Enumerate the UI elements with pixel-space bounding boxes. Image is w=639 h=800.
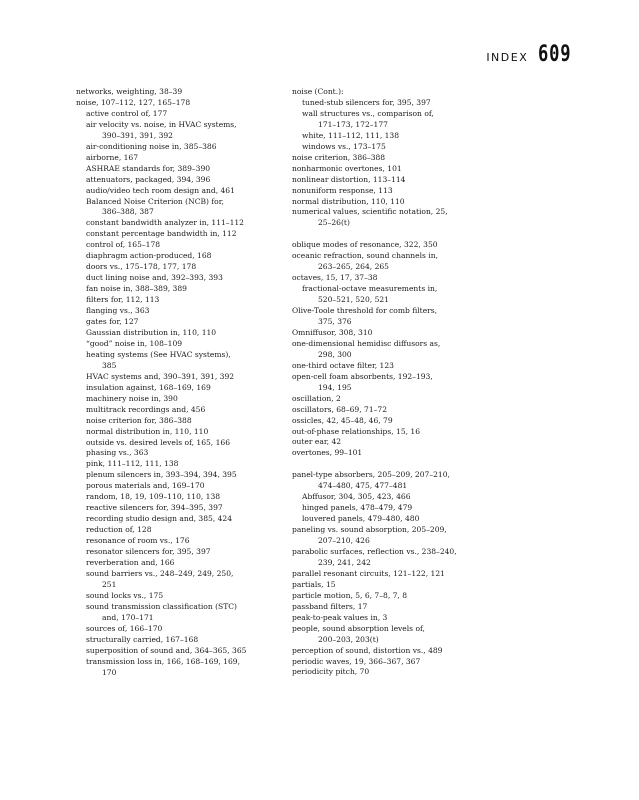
index-subentry: air velocity vs. noise, in HVAC systems, bbox=[86, 119, 237, 129]
running-head-title: INDEX bbox=[486, 51, 529, 64]
index-subentry: doors vs., 175–178, 177, 178 bbox=[86, 262, 197, 272]
index-entry: ossicles, 42, 45–48, 46, 79 bbox=[292, 415, 393, 425]
index-continuation: 390–391, 391, 392 bbox=[102, 130, 173, 140]
index-subentry: sources of, 166–170 bbox=[86, 623, 163, 633]
index-subentry: “good” noise in, 108–109 bbox=[86, 338, 183, 348]
index-subentry: filters for, 112, 113 bbox=[86, 295, 160, 305]
index-entry: one-third octave filter, 123 bbox=[292, 360, 394, 370]
index-subentry: audio/video tech room design and, 461 bbox=[86, 185, 235, 195]
index-subentry: windows vs., 173–175 bbox=[302, 141, 386, 151]
index-continuation: 263–265, 264, 265 bbox=[318, 262, 389, 272]
index-entry: parallel resonant circuits, 121–122, 121 bbox=[292, 568, 445, 578]
index-entry: peak-to-peak values in, 3 bbox=[292, 612, 388, 622]
index-subentry: HVAC systems and, 390–391, 391, 392 bbox=[86, 371, 235, 381]
index-continuation: 170 bbox=[102, 667, 117, 677]
index-entry: out-of-phase relationships, 15, 16 bbox=[292, 426, 421, 436]
index-subentry: Abffusor, 304, 305, 423, 466 bbox=[302, 492, 411, 502]
index-subentry: hinged panels, 478–479, 479 bbox=[302, 503, 413, 513]
index-entry: one-dimensional hemidisc diffusors as, bbox=[292, 338, 441, 348]
index-entry: nonuniform response, 113 bbox=[292, 185, 393, 195]
index-subentry: fractional-octave measurements in, bbox=[302, 284, 438, 294]
index-subentry: random, 18, 19, 109–110, 110, 138 bbox=[86, 492, 221, 502]
index-subentry: sound locks vs., 175 bbox=[86, 590, 164, 600]
index-subentry: attenuators, packaged, 394, 396 bbox=[86, 174, 211, 184]
index-subentry: reactive silencers for, 394–395, 397 bbox=[86, 503, 223, 513]
index-subentry: air-conditioning noise in, 385–386 bbox=[86, 141, 217, 151]
index-subentry: resonance of room vs., 176 bbox=[86, 536, 190, 546]
index-subentry: reverberation and, 166 bbox=[86, 557, 175, 567]
index-entry: periodicity pitch, 70 bbox=[292, 667, 370, 677]
index-gap bbox=[292, 459, 508, 470]
index-entry: oceanic refraction, sound channels in, bbox=[292, 251, 438, 261]
index-subentry: airborne, 167 bbox=[86, 152, 139, 162]
index-continuation: 251 bbox=[102, 579, 117, 589]
index-entry: nonlinear distortion, 113–114 bbox=[292, 174, 406, 184]
index-subentry: resonator silencers for, 395, 397 bbox=[86, 547, 211, 557]
index-entry: nonharmonic overtones, 101 bbox=[292, 163, 402, 173]
index-entry: particle motion, 5, 6, 7–8, 7, 8 bbox=[292, 590, 408, 600]
index-subentry: outside vs. desired levels of, 165, 166 bbox=[86, 437, 231, 447]
index-entry: oscillators, 68–69, 71–72 bbox=[292, 404, 387, 414]
index-subentry: insulation against, 168–169, 169 bbox=[86, 382, 211, 392]
index-entry: people, sound absorption levels of, bbox=[292, 623, 425, 633]
index-subentry: noise criterion for, 386–388 bbox=[86, 415, 192, 425]
index-subentry: duct lining noise and, 392–393, 393 bbox=[86, 273, 223, 283]
index-subentry: fan noise in, 388–389, 389 bbox=[86, 284, 187, 294]
index-subentry: active control of, 177 bbox=[86, 108, 168, 118]
index-entry: outer ear, 42 bbox=[292, 437, 342, 447]
index-continuation: 386–388, 387 bbox=[102, 207, 154, 217]
index-subentry: multitrack recordings and, 456 bbox=[86, 404, 206, 414]
index-continuation: 375, 376 bbox=[318, 317, 352, 326]
index-entry: parabolic surfaces, reflection vs., 238–240, bbox=[292, 547, 457, 556]
index-continuation: 200–203, 203(t) bbox=[318, 634, 379, 644]
index-subentry: louvered panels, 479–480, 480 bbox=[302, 514, 420, 524]
index-subentry: structurally carried, 167–168 bbox=[86, 634, 199, 644]
index-entry: overtones, 99–101 bbox=[292, 448, 363, 458]
index-subentry: plenum silencers in, 393–394, 394, 395 bbox=[86, 470, 237, 480]
index-entry: Omniffusor, 308, 310 bbox=[292, 327, 373, 337]
index-continuation: 194, 195 bbox=[318, 382, 352, 392]
index-entry: panel-type absorbers, 205–209, 207–210, bbox=[292, 470, 450, 480]
index-entry: oblique modes of resonance, 322, 350 bbox=[292, 240, 438, 250]
index-entry: networks, weighting, 38–39 bbox=[76, 87, 183, 96]
index-subentry: sound transmission classification (STC) bbox=[86, 601, 237, 611]
page-number: 609 bbox=[538, 42, 572, 67]
index-subentry: normal distribution in, 110, 110 bbox=[86, 426, 209, 436]
index-continuation: 298, 300 bbox=[318, 349, 352, 359]
index-entry: passband filters, 17 bbox=[292, 601, 368, 611]
index-continuation: 171–173, 172–177 bbox=[318, 119, 388, 129]
index-subentry: heating systems (See HVAC systems), bbox=[86, 349, 231, 359]
index-subentry: transmission loss in, 166, 168–169, 169, bbox=[86, 656, 240, 666]
index-subentry: porous materials and, 169–170 bbox=[86, 481, 205, 491]
index-subentry: diaphragm action-produced, 168 bbox=[86, 251, 212, 261]
index-entry: octaves, 15, 17, 37–38 bbox=[292, 273, 378, 283]
index-entry: periodic waves, 19, 366–367, 367 bbox=[292, 656, 421, 666]
index-entry: numerical values, scientific notation, 25, bbox=[292, 207, 448, 217]
index-gap bbox=[292, 229, 508, 240]
index-subentry: wall structures vs., comparison of, bbox=[302, 108, 434, 118]
index-continuation: and, 170–171 bbox=[102, 612, 154, 622]
index-entry: paneling vs. sound absorption, 205–209, bbox=[292, 525, 447, 535]
index-subentry: white, 111–112, 111, 138 bbox=[302, 130, 400, 140]
index-subentry: control of, 165–178 bbox=[86, 240, 161, 250]
index-continuation: 239, 241, 242 bbox=[318, 557, 371, 567]
index-continuation: 474–480, 475, 477–481 bbox=[318, 481, 408, 491]
index-entry: perception of sound, distortion vs., 489 bbox=[292, 645, 443, 655]
index-subentry: constant percentage bandwidth in, 112 bbox=[86, 229, 237, 239]
index-entry: normal distribution, 110, 110 bbox=[292, 196, 405, 206]
index-subentry: recording studio design and, 385, 424 bbox=[86, 514, 233, 524]
index-subentry: reduction of, 128 bbox=[86, 525, 152, 535]
index-subentry: sound barriers vs., 248–249, 249, 250, bbox=[86, 568, 234, 578]
index-subentry: Balanced Noise Criterion (NCB) for, bbox=[86, 196, 224, 206]
index-column-left bbox=[76, 87, 276, 678]
index-subentry: ASHRAE standards for, 389–390 bbox=[86, 163, 211, 173]
index-subentry: gates for, 127 bbox=[86, 317, 139, 327]
index-continuation: 207–210, 426 bbox=[318, 536, 370, 546]
index-entry: oscillation, 2 bbox=[292, 393, 341, 403]
index-subentry: flanging vs., 363 bbox=[86, 306, 150, 316]
index-subentry: Gaussian distribution in, 110, 110 bbox=[86, 327, 217, 337]
index-entry: Olive-Toole threshold for comb filters, bbox=[292, 306, 438, 316]
index-entry: open-cell foam absorbents, 192–193, bbox=[292, 371, 433, 381]
index-subentry: tuned-stub silencers for, 395, 397 bbox=[302, 97, 431, 107]
index-entry: noise criterion, 386–388 bbox=[292, 152, 386, 162]
index-column-right bbox=[292, 87, 508, 678]
index-subentry: pink, 111–112, 111, 138 bbox=[86, 459, 179, 469]
index-entry: noise (Cont.): bbox=[292, 87, 344, 96]
index-subentry: machinery noise in, 390 bbox=[86, 393, 178, 403]
index-entry: noise, 107–112, 127, 165–178 bbox=[76, 97, 191, 107]
running-head bbox=[486, 42, 581, 67]
index-continuation: 385 bbox=[102, 360, 117, 370]
index-subentry: phasing vs., 363 bbox=[86, 448, 149, 458]
index-subentry: superposition of sound and, 364–365, 365 bbox=[86, 645, 247, 655]
index-entry: partials, 15 bbox=[292, 579, 336, 589]
index-continuation: 25–26(t) bbox=[318, 218, 350, 228]
index-subentry: constant bandwidth analyzer in, 111–112 bbox=[86, 218, 244, 228]
index-continuation: 520–521, 520, 521 bbox=[318, 295, 389, 305]
